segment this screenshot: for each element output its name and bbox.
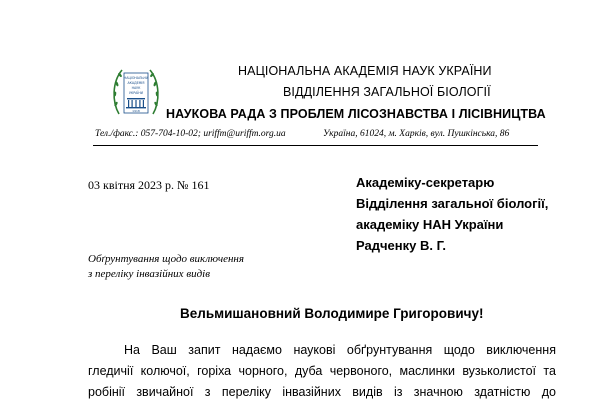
header-divider	[93, 145, 538, 146]
org-line-academy: НАЦІОНАЛЬНА АКАДЕМІЯ НАУК УКРАЇНИ	[238, 64, 492, 78]
body-word: чорного,	[238, 364, 288, 378]
body-word: виключення	[486, 343, 556, 357]
body-word: наукові	[293, 343, 336, 357]
body-word: горіха	[197, 364, 232, 378]
logo-text-line: НАУК	[131, 86, 141, 90]
logo-text-line: АКАДЕМІЯ	[127, 81, 145, 85]
subject-block	[88, 252, 244, 282]
body-word: запит	[188, 343, 221, 357]
body-word: видів	[352, 385, 383, 399]
logo-text-line: УКРАЇНИ	[128, 91, 144, 95]
body-word: звичайної	[136, 385, 194, 399]
body-word: переліку	[221, 385, 271, 399]
body-word: та	[543, 364, 556, 378]
addressee-line: Радченку В. Г.	[356, 238, 446, 253]
logo-text-line: НАЦІОНАЛЬНА	[123, 76, 149, 80]
body-word: дуба	[294, 364, 323, 378]
addressee-line: Відділення загальної біології,	[356, 196, 549, 211]
body-line	[88, 361, 556, 382]
body-word: до	[541, 385, 556, 399]
contact-address: Україна, 61024, м. Харків, вул. Пушкінська, 86	[323, 129, 510, 139]
body-word: гледичії	[88, 364, 134, 378]
body-word: щодо	[443, 343, 475, 357]
body-word: обґрунтування	[346, 343, 433, 357]
letter-date-number: 03 квітня 2023 р. № 161	[88, 178, 210, 192]
body-word: із	[393, 385, 403, 399]
letter-body	[88, 340, 556, 403]
addressee-block	[356, 172, 548, 256]
body-word: маслинки	[399, 364, 455, 378]
logo-year: 1918	[132, 109, 140, 113]
body-word: здатністю	[474, 385, 531, 399]
body-word: з	[204, 385, 211, 399]
body-word: робінії	[88, 385, 125, 399]
body-word: значною	[413, 385, 463, 399]
academy-emblem-icon	[110, 60, 162, 124]
body-word: інвазійних	[282, 385, 341, 399]
body-word: надаємо	[231, 343, 282, 357]
body-word: Ваш	[151, 343, 177, 357]
body-line	[88, 340, 556, 361]
salutation: Вельмишановний Володимире Григоровичу!	[180, 306, 484, 321]
body-word: На	[124, 343, 140, 357]
body-word: колючої,	[140, 364, 190, 378]
org-line-department: ВІДДІЛЕННЯ ЗАГАЛЬНОЇ БІОЛОГІЇ	[283, 85, 491, 99]
subject-line: з переліку інвазійних видів	[88, 268, 210, 280]
addressee-line: академіку НАН України	[356, 217, 504, 232]
subject-line: Обґрунтування щодо виключення	[88, 253, 244, 265]
contact-phone-email: Тел./факс.: 057-704-10-02; uriffm@uriffm.org.ua	[95, 129, 286, 139]
body-word: червоного,	[329, 364, 393, 378]
org-line-council: НАУКОВА РАДА З ПРОБЛЕМ ЛІСОЗНАВСТВА І ЛІСІВНИЦТВА	[166, 107, 546, 121]
body-word: вузьколистої	[462, 364, 536, 378]
addressee-line: Академіку-секретарю	[356, 175, 495, 190]
